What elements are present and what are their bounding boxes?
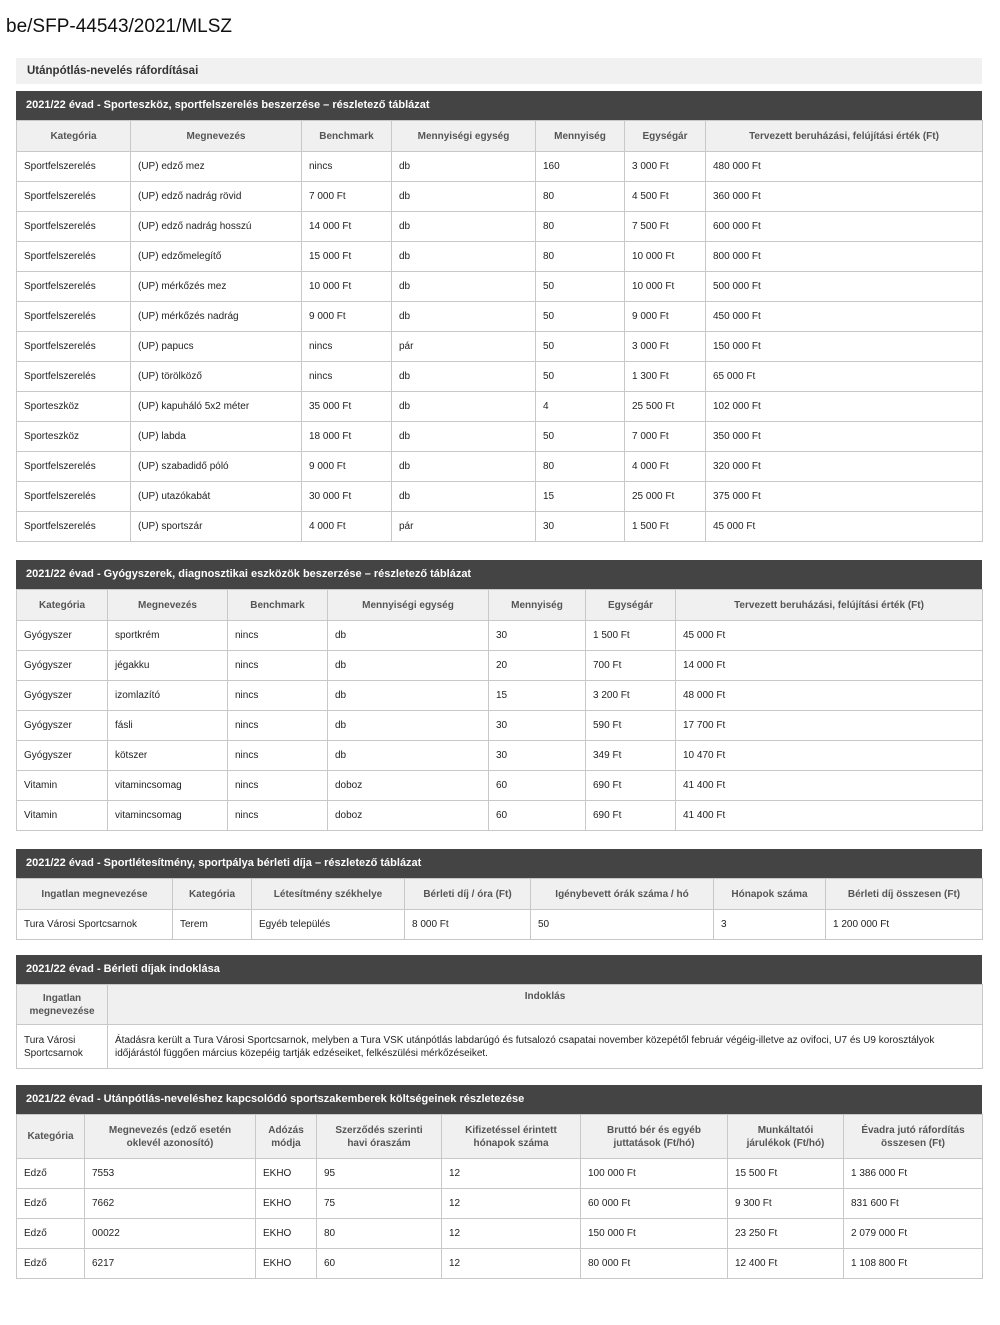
table-cell: (UP) mérkőzés nadrág: [131, 302, 302, 332]
col-header: Létesítmény székhelye: [252, 879, 405, 910]
table-row: [17, 910, 983, 940]
medicine-table-section: [16, 560, 982, 831]
col-header: Évadra jutó ráfordítás összesen (Ft): [844, 1115, 983, 1159]
rent-justification-title: 2021/22 évad - Bérleti díjak indoklása: [16, 955, 982, 984]
table-cell: 590 Ft: [586, 711, 676, 741]
table-cell: 30: [489, 741, 586, 771]
facility-rent-table: [16, 878, 983, 940]
table-cell: Sporteszköz: [17, 422, 131, 452]
table-row: [17, 1249, 983, 1279]
col-header: Megnevezés: [108, 590, 228, 621]
table-cell: 1 500 Ft: [586, 621, 676, 651]
table-cell: 20: [489, 651, 586, 681]
table-cell: 4 500 Ft: [625, 182, 706, 212]
table-cell: 6217: [85, 1249, 256, 1279]
table-row: [17, 512, 983, 542]
col-header: Tervezett beruházási, felújítási érték (Ft): [676, 590, 983, 621]
col-header: Megnevezés: [131, 121, 302, 152]
table-cell: Edző: [17, 1189, 85, 1219]
table-cell: Edző: [17, 1159, 85, 1189]
col-header: Egységár: [625, 121, 706, 152]
table-cell: 150 000 Ft: [706, 332, 983, 362]
table-cell: 4 000 Ft: [302, 512, 392, 542]
staff-costs-title: 2021/22 évad - Utánpótlás-neveléshez kapcsolódó sportszakemberek költségeinek részletezése: [16, 1085, 982, 1114]
table-cell: 30 000 Ft: [302, 482, 392, 512]
table-cell: 25 000 Ft: [625, 482, 706, 512]
table-row: [17, 242, 983, 272]
table-cell: (UP) törölköző: [131, 362, 302, 392]
table-cell: 150 000 Ft: [581, 1219, 728, 1249]
document-id: be/SFP-44543/2021/MLSZ: [6, 16, 233, 37]
table-cell: 450 000 Ft: [706, 302, 983, 332]
table-row: [17, 362, 983, 392]
table-cell: nincs: [228, 651, 328, 681]
table-cell: nincs: [228, 741, 328, 771]
table-cell: 65 000 Ft: [706, 362, 983, 392]
rent-justification-table: [16, 984, 983, 1069]
col-header: Mennyiségi egység: [328, 590, 489, 621]
table-cell: nincs: [228, 801, 328, 831]
table-row: [17, 392, 983, 422]
table-cell: nincs: [228, 771, 328, 801]
table-cell: Sportfelszerelés: [17, 332, 131, 362]
table-cell: Sportfelszerelés: [17, 452, 131, 482]
col-header: Mennyiségi egység: [392, 121, 536, 152]
table-cell: 60: [489, 771, 586, 801]
table-cell: Átadásra került a Tura Városi Sportcsarnok, melyben a Tura VSK utánpótlás labdarúgó és futsalozó csapatai november közepétől február végéig-illetve az ovifoci, U7 és U9 korosztályok időjárástól függően március közepéig tartják edzéseiket, felkészülési mérkőzéseiket.: [108, 1025, 983, 1069]
table-cell: doboz: [328, 801, 489, 831]
table-row: [17, 452, 983, 482]
table-cell: 12 400 Ft: [728, 1249, 844, 1279]
table-cell: 50: [536, 332, 625, 362]
table-cell: 800 000 Ft: [706, 242, 983, 272]
table-cell: EKHO: [256, 1189, 317, 1219]
table-cell: Tura Városi Sportcsarnok: [17, 910, 173, 940]
table-cell: db: [392, 392, 536, 422]
table-row: [17, 332, 983, 362]
table-cell: 80: [536, 452, 625, 482]
table-cell: 14 000 Ft: [302, 212, 392, 242]
table-cell: 50: [536, 422, 625, 452]
medicine-table: [16, 589, 983, 831]
table-cell: EKHO: [256, 1249, 317, 1279]
table-row: [17, 152, 983, 182]
table-cell: 15 500 Ft: [728, 1159, 844, 1189]
equipment-table-title: 2021/22 évad - Sporteszköz, sportfelszerelés beszerzése – részletező táblázat: [16, 91, 982, 120]
table-cell: nincs: [228, 681, 328, 711]
table-cell: 831 600 Ft: [844, 1189, 983, 1219]
table-cell: (UP) papucs: [131, 332, 302, 362]
table-cell: Egyéb település: [252, 910, 405, 940]
table-cell: 12: [442, 1159, 581, 1189]
table-cell: Gyógyszer: [17, 741, 108, 771]
table-row: [17, 1159, 983, 1189]
col-header: Hónapok száma: [714, 879, 826, 910]
table-cell: (UP) sportszár: [131, 512, 302, 542]
col-header: Ingatlan megnevezése: [17, 879, 173, 910]
table-cell: 41 400 Ft: [676, 771, 983, 801]
table-cell: Gyógyszer: [17, 621, 108, 651]
table-cell: kötszer: [108, 741, 228, 771]
table-cell: 9 300 Ft: [728, 1189, 844, 1219]
table-cell: nincs: [302, 152, 392, 182]
table-row: [17, 422, 983, 452]
rent-justification-section: [16, 955, 982, 1069]
table-cell: (UP) edző nadrág hosszú: [131, 212, 302, 242]
table-cell: 95: [317, 1159, 442, 1189]
table-row: [17, 621, 983, 651]
table-cell: 17 700 Ft: [676, 711, 983, 741]
col-header: Megnevezés (edző esetén oklevél azonosító): [85, 1115, 256, 1159]
table-cell: 3 000 Ft: [625, 152, 706, 182]
table-cell: (UP) edzőmelegítő: [131, 242, 302, 272]
table-cell: Tura Városi Sportcsarnok: [17, 1025, 108, 1069]
table-cell: 1 200 000 Ft: [826, 910, 983, 940]
table-cell: Terem: [173, 910, 252, 940]
table-cell: db: [392, 272, 536, 302]
table-cell: 480 000 Ft: [706, 152, 983, 182]
table-row: [17, 741, 983, 771]
table-cell: EKHO: [256, 1219, 317, 1249]
table-cell: db: [392, 212, 536, 242]
table-cell: Sportfelszerelés: [17, 182, 131, 212]
table-cell: 7662: [85, 1189, 256, 1219]
table-cell: (UP) labda: [131, 422, 302, 452]
table-row: [17, 1219, 983, 1249]
table-row: [17, 681, 983, 711]
col-header: Szerződés szerinti havi óraszám: [317, 1115, 442, 1159]
table-cell: db: [328, 741, 489, 771]
table-cell: 9 000 Ft: [302, 302, 392, 332]
table-row: [17, 212, 983, 242]
col-header: Kategória: [173, 879, 252, 910]
table-cell: 102 000 Ft: [706, 392, 983, 422]
table-cell: 30: [489, 621, 586, 651]
table-cell: pár: [392, 332, 536, 362]
table-cell: 60: [489, 801, 586, 831]
facility-rent-title: 2021/22 évad - Sportlétesítmény, sportpálya bérleti díja – részletező táblázat: [16, 849, 982, 878]
table-cell: 10 000 Ft: [625, 272, 706, 302]
table-cell: 35 000 Ft: [302, 392, 392, 422]
table-cell: 3 000 Ft: [625, 332, 706, 362]
table-cell: 3 200 Ft: [586, 681, 676, 711]
table-cell: nincs: [302, 332, 392, 362]
table-cell: Sportfelszerelés: [17, 152, 131, 182]
table-row: [17, 651, 983, 681]
table-cell: 9 000 Ft: [625, 302, 706, 332]
table-cell: 80: [536, 242, 625, 272]
table-cell: fásli: [108, 711, 228, 741]
table-cell: 4: [536, 392, 625, 422]
table-cell: (UP) kapuháló 5x2 méter: [131, 392, 302, 422]
table-cell: 80: [317, 1219, 442, 1249]
col-header: Benchmark: [228, 590, 328, 621]
table-row: [17, 711, 983, 741]
col-header: Bérleti díj / óra (Ft): [405, 879, 531, 910]
table-cell: Gyógyszer: [17, 711, 108, 741]
table-cell: 600 000 Ft: [706, 212, 983, 242]
table-cell: 1 386 000 Ft: [844, 1159, 983, 1189]
table-cell: 23 250 Ft: [728, 1219, 844, 1249]
col-header: Tervezett beruházási, felújítási érték (Ft): [706, 121, 983, 152]
col-header: Kifizetéssel érintett hónapok száma: [442, 1115, 581, 1159]
table-cell: doboz: [328, 771, 489, 801]
table-cell: nincs: [302, 362, 392, 392]
table-cell: Sportfelszerelés: [17, 362, 131, 392]
table-cell: 375 000 Ft: [706, 482, 983, 512]
table-cell: Sportfelszerelés: [17, 212, 131, 242]
table-row: [17, 272, 983, 302]
medicine-table-title: 2021/22 évad - Gyógyszerek, diagnosztikai eszközök beszerzése – részletező táblázat: [16, 560, 982, 589]
table-cell: 690 Ft: [586, 801, 676, 831]
table-cell: db: [392, 482, 536, 512]
table-cell: 14 000 Ft: [676, 651, 983, 681]
table-cell: db: [392, 182, 536, 212]
table-cell: 8 000 Ft: [405, 910, 531, 940]
table-row: [17, 801, 983, 831]
table-cell: 7553: [85, 1159, 256, 1189]
col-header: Kategória: [17, 1115, 85, 1159]
table-cell: Sportfelszerelés: [17, 242, 131, 272]
table-cell: (UP) edző mez: [131, 152, 302, 182]
facility-rent-section: [16, 849, 982, 940]
table-cell: nincs: [228, 621, 328, 651]
table-cell: 4 000 Ft: [625, 452, 706, 482]
table-cell: db: [328, 711, 489, 741]
table-row: [17, 302, 983, 332]
table-row: [17, 182, 983, 212]
table-cell: 10 000 Ft: [625, 242, 706, 272]
table-cell: Sportfelszerelés: [17, 302, 131, 332]
section-title: Utánpótlás-nevelés ráfordításai: [16, 58, 982, 84]
table-cell: izomlazító: [108, 681, 228, 711]
table-cell: 3: [714, 910, 826, 940]
col-header: Ingatlan megnevezése: [17, 985, 108, 1025]
col-header: Kategória: [17, 590, 108, 621]
table-cell: 50: [536, 362, 625, 392]
table-cell: 2 079 000 Ft: [844, 1219, 983, 1249]
table-cell: 50: [531, 910, 714, 940]
table-cell: 75: [317, 1189, 442, 1219]
col-header: Egységár: [586, 590, 676, 621]
table-cell: 350 000 Ft: [706, 422, 983, 452]
table-cell: 18 000 Ft: [302, 422, 392, 452]
table-cell: 12: [442, 1249, 581, 1279]
col-header: Kategória: [17, 121, 131, 152]
table-cell: 60: [317, 1249, 442, 1279]
table-cell: 80: [536, 182, 625, 212]
table-cell: db: [392, 422, 536, 452]
table-cell: nincs: [228, 711, 328, 741]
table-cell: 10 470 Ft: [676, 741, 983, 771]
table-cell: db: [328, 681, 489, 711]
table-cell: 45 000 Ft: [676, 621, 983, 651]
table-cell: Sportfelszerelés: [17, 482, 131, 512]
table-cell: 80: [536, 212, 625, 242]
table-cell: db: [392, 452, 536, 482]
table-cell: sportkrém: [108, 621, 228, 651]
table-cell: Gyógyszer: [17, 651, 108, 681]
table-cell: 1 300 Ft: [625, 362, 706, 392]
table-cell: 48 000 Ft: [676, 681, 983, 711]
table-cell: 50: [536, 302, 625, 332]
table-cell: 1 108 800 Ft: [844, 1249, 983, 1279]
table-cell: 41 400 Ft: [676, 801, 983, 831]
table-cell: 50: [536, 272, 625, 302]
table-cell: 00022: [85, 1219, 256, 1249]
table-cell: EKHO: [256, 1159, 317, 1189]
table-cell: Sporteszköz: [17, 392, 131, 422]
col-header: Bérleti díj összesen (Ft): [826, 879, 983, 910]
table-cell: 7 500 Ft: [625, 212, 706, 242]
col-header: Bruttó bér és egyéb juttatások (Ft/hó): [581, 1115, 728, 1159]
table-cell: db: [392, 152, 536, 182]
table-cell: 80 000 Ft: [581, 1249, 728, 1279]
table-cell: Gyógyszer: [17, 681, 108, 711]
table-cell: Edző: [17, 1219, 85, 1249]
col-header: Igénybevett órák száma / hó: [531, 879, 714, 910]
col-header: Adózás módja: [256, 1115, 317, 1159]
table-cell: 9 000 Ft: [302, 452, 392, 482]
table-cell: 7 000 Ft: [302, 182, 392, 212]
table-row: [17, 1025, 983, 1069]
table-cell: 349 Ft: [586, 741, 676, 771]
col-header: Indoklás: [108, 985, 983, 1025]
table-cell: 1 500 Ft: [625, 512, 706, 542]
table-cell: Vitamin: [17, 771, 108, 801]
table-cell: vitamincsomag: [108, 801, 228, 831]
table-cell: 25 500 Ft: [625, 392, 706, 422]
table-cell: (UP) szabadidő póló: [131, 452, 302, 482]
table-cell: 12: [442, 1219, 581, 1249]
equipment-table: [16, 120, 983, 542]
table-cell: pár: [392, 512, 536, 542]
table-cell: (UP) edző nadrág rövid: [131, 182, 302, 212]
table-cell: 10 000 Ft: [302, 272, 392, 302]
staff-costs-section: [16, 1085, 982, 1279]
table-cell: 15: [489, 681, 586, 711]
table-row: [17, 482, 983, 512]
table-cell: 15: [536, 482, 625, 512]
table-cell: Sportfelszerelés: [17, 272, 131, 302]
equipment-table-section: [16, 91, 982, 542]
table-cell: vitamincsomag: [108, 771, 228, 801]
table-cell: 160: [536, 152, 625, 182]
table-cell: 45 000 Ft: [706, 512, 983, 542]
table-cell: db: [328, 651, 489, 681]
table-row: [17, 771, 983, 801]
col-header: Mennyiség: [489, 590, 586, 621]
table-cell: 60 000 Ft: [581, 1189, 728, 1219]
table-cell: Vitamin: [17, 801, 108, 831]
table-cell: db: [392, 362, 536, 392]
table-cell: 700 Ft: [586, 651, 676, 681]
table-cell: db: [392, 302, 536, 332]
staff-costs-table: [16, 1114, 983, 1279]
table-cell: 320 000 Ft: [706, 452, 983, 482]
table-cell: 360 000 Ft: [706, 182, 983, 212]
col-header: Munkáltatói járulékok (Ft/hó): [728, 1115, 844, 1159]
table-cell: 12: [442, 1189, 581, 1219]
col-header: Benchmark: [302, 121, 392, 152]
table-cell: 690 Ft: [586, 771, 676, 801]
table-row: [17, 1189, 983, 1219]
table-cell: Edző: [17, 1249, 85, 1279]
col-header: Mennyiség: [536, 121, 625, 152]
table-cell: 100 000 Ft: [581, 1159, 728, 1189]
table-cell: 15 000 Ft: [302, 242, 392, 272]
table-cell: 500 000 Ft: [706, 272, 983, 302]
table-cell: Sportfelszerelés: [17, 512, 131, 542]
table-cell: (UP) utazókabát: [131, 482, 302, 512]
table-cell: 7 000 Ft: [625, 422, 706, 452]
table-cell: db: [392, 242, 536, 272]
table-cell: 30: [536, 512, 625, 542]
table-cell: 30: [489, 711, 586, 741]
table-cell: jégakku: [108, 651, 228, 681]
table-cell: (UP) mérkőzés mez: [131, 272, 302, 302]
table-cell: db: [328, 621, 489, 651]
